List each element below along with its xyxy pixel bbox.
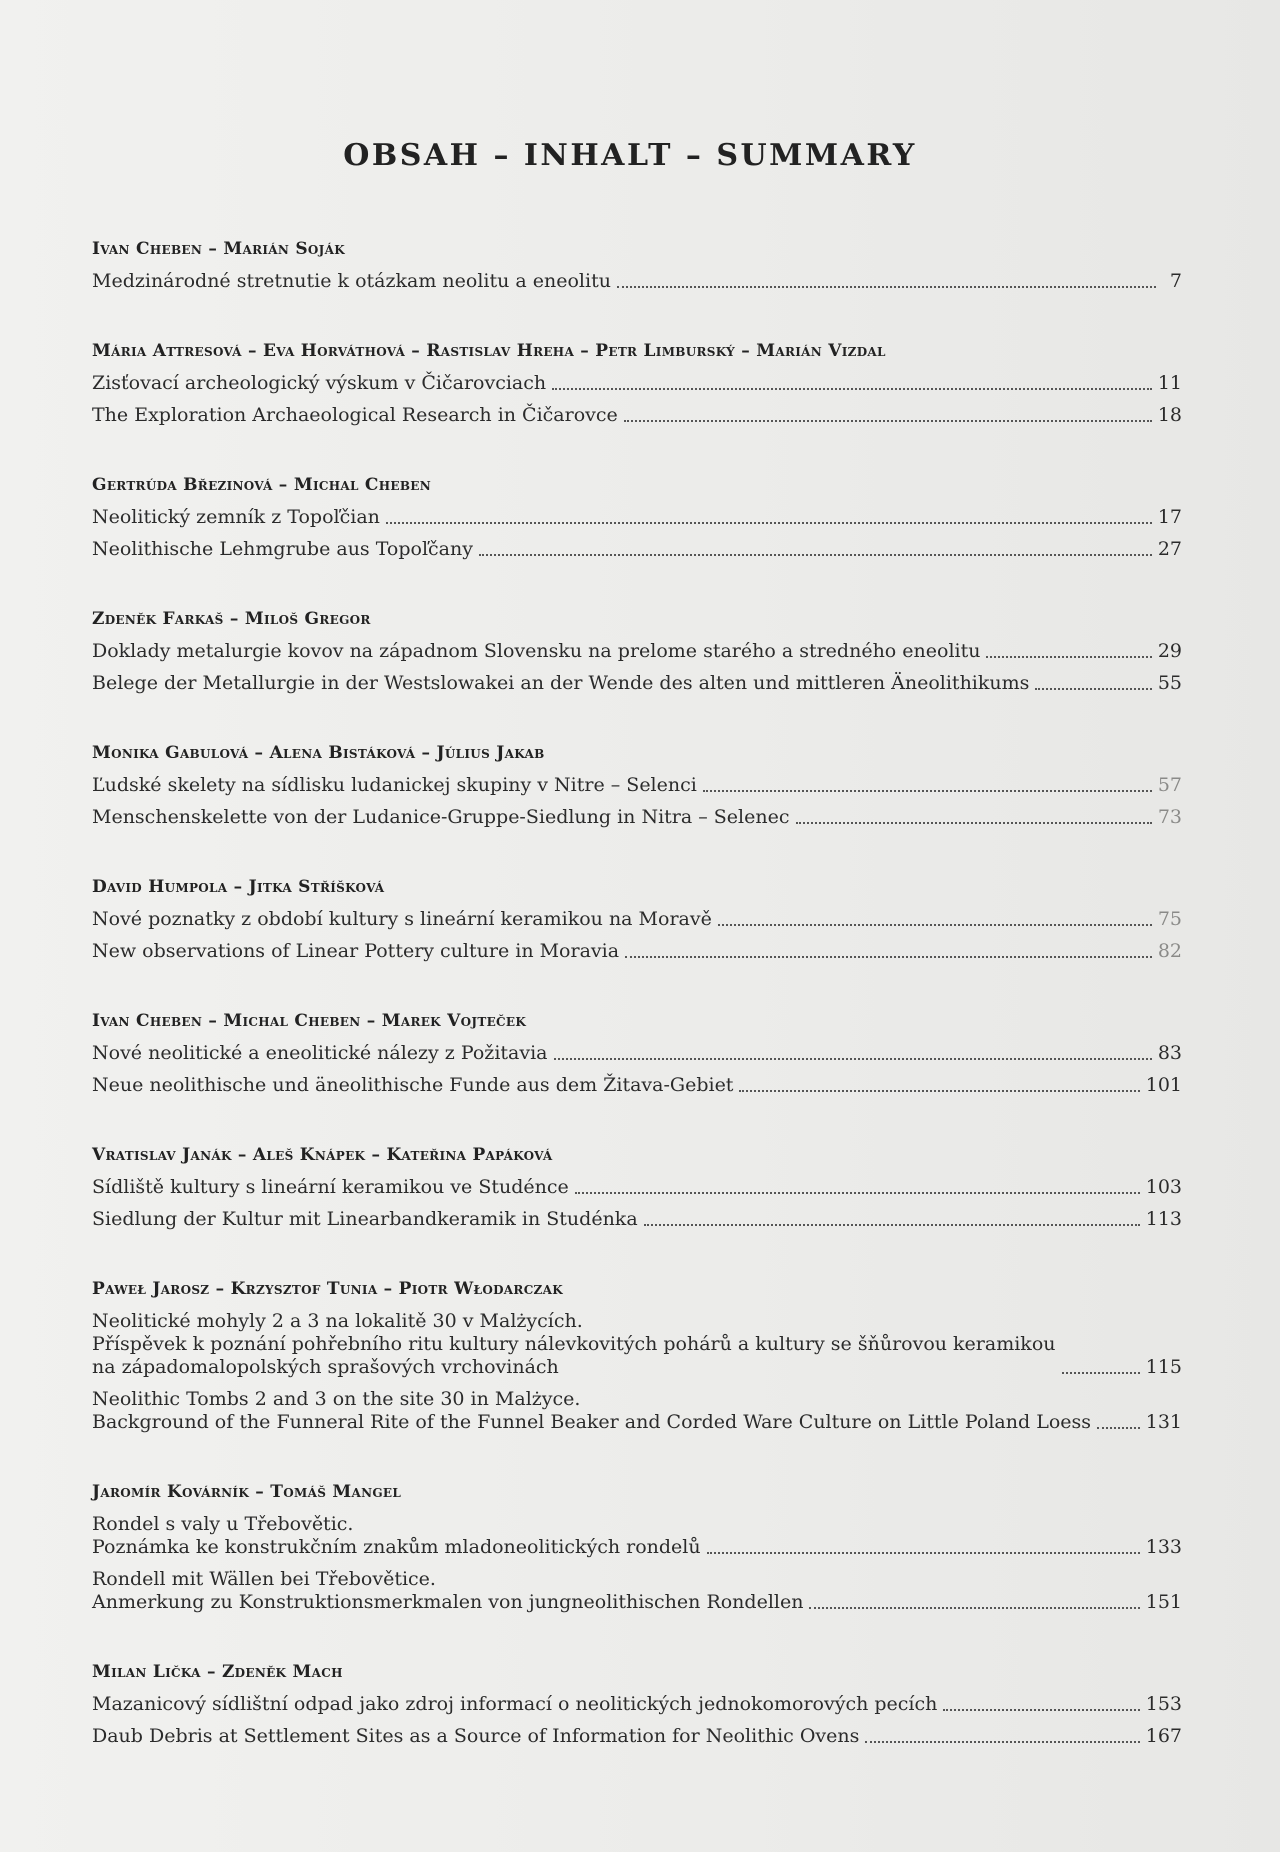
page-title: OBSAH – INHALT – SUMMARY [343, 138, 917, 173]
dot-leader [1062, 1372, 1140, 1374]
section-authors: Monika Gabulová – Alena Bistáková – Július Jakab [92, 743, 545, 763]
page-number: 101 [1145, 1074, 1182, 1096]
dot-leader [703, 790, 1152, 792]
toc-section [92, 607, 1182, 695]
entry-title-line: Mazanicový sídlištní odpad jako zdroj informací o neolitických jednokomorových pecích [92, 1693, 938, 1715]
entry-title [92, 672, 1029, 695]
entry-title [92, 1208, 638, 1231]
toc-entry [92, 940, 1182, 963]
toc-section [92, 237, 1182, 293]
entry-title [92, 1693, 937, 1716]
entry-title-line: Medzinárodné stretnutie k otázkam neolitu a eneolitu [92, 270, 611, 292]
toc-section [92, 875, 1182, 963]
toc-entry [92, 1176, 1182, 1199]
section-authors: Mária Attresová – Eva Horváthová – Rastislav Hreha – Petr Limburský – Marián Vizdal [92, 341, 886, 361]
toc-entry [92, 1310, 1182, 1379]
dot-leader [617, 286, 1156, 288]
toc-entry [92, 372, 1182, 395]
page-number: 17 [1157, 506, 1182, 528]
section-authors: Vratislav Janák – Aleš Knápek – Kateřina Papáková [92, 1145, 553, 1165]
entry-title [92, 506, 380, 529]
dot-leader [986, 656, 1151, 658]
page-number: 11 [1157, 372, 1182, 394]
entry-title-line: na západomalopolských sprašových vrchovinách [92, 1356, 559, 1378]
toc-entry [92, 1208, 1182, 1231]
entry-title-line: New observations of Linear Pottery culture in Moravia [92, 940, 620, 962]
entry-title-line: Doklady metalurgie kovov na západnom Slovensku na prelome starého a stredného eneolitu [92, 640, 981, 662]
page-number: 133 [1145, 1536, 1182, 1558]
dot-leader [796, 822, 1152, 824]
page-number: 83 [1157, 1042, 1182, 1064]
entry-title [92, 372, 546, 395]
toc-section [92, 1143, 1182, 1231]
toc-entry [92, 506, 1182, 529]
section-authors: Jaromír Kovárník – Tomáš Mangel [92, 1482, 402, 1502]
entry-title-line: Neolitický zemník z Topoľčian [92, 506, 380, 528]
toc-entry [92, 538, 1182, 561]
page-number: 167 [1145, 1725, 1182, 1747]
entry-title [92, 908, 712, 931]
entry-title [92, 270, 611, 293]
toc-entry [92, 1725, 1182, 1748]
dot-leader [865, 1741, 1139, 1743]
entry-title-line: Siedlung der Kultur mit Linearbandkeramik in Studénka [92, 1208, 638, 1230]
toc-section [92, 339, 1182, 427]
entry-title [92, 404, 618, 427]
entry-title [92, 806, 790, 829]
toc-entry [92, 1074, 1182, 1097]
entry-title [92, 538, 473, 561]
entry-title [92, 1176, 569, 1199]
entry-title-line: Background of the Funneral Rite of the Funnel Beaker and Corded Ware Culture on Little Poland Loess [92, 1411, 1092, 1433]
entry-title-line: Neue neolithische und äneolithische Funde aus dem Žitava-Gebiet [92, 1074, 734, 1096]
entry-title-line: Belege der Metallurgie in der Westslowakei an der Wende des alten und mittleren Äneolithikums [92, 672, 1030, 694]
dot-leader [809, 1607, 1139, 1609]
entry-title [92, 1042, 548, 1065]
toc-section [92, 1009, 1182, 1097]
section-authors: Ivan Cheben – Marián Soják [92, 239, 345, 259]
dot-leader [707, 1552, 1140, 1554]
section-authors: Paweł Jarosz – Krzysztof Tunia – Piotr Włodarczak [92, 1279, 563, 1299]
page-number: 7 [1169, 270, 1182, 292]
toc-entry [92, 1042, 1182, 1065]
toc-entry [92, 270, 1182, 293]
toc-section [92, 473, 1182, 561]
page-number: 55 [1157, 672, 1182, 694]
entry-title [92, 940, 619, 963]
entry-title-line: Nové neolitické a eneolitické nálezy z Požitavia [92, 1042, 548, 1064]
entry-title-line: Daub Debris at Settlement Sites as a Source of Information for Neolithic Ovens [92, 1725, 860, 1747]
section-authors: Ivan Cheben – Michal Cheben – Marek Vojteček [92, 1011, 527, 1031]
section-authors: Zdeněk Farkaš – Miloš Gregor [92, 609, 371, 629]
entry-title-line: Příspěvek k poznání pohřebního ritu kultury nálevkovitých pohárů a kultury se šňůrovou keramikou [92, 1333, 1056, 1355]
page-number: 103 [1145, 1176, 1182, 1198]
entry-title-line: Neolithic Tombs 2 and 3 on the site 30 in Malżyce. [92, 1388, 581, 1410]
page-number: 131 [1145, 1411, 1182, 1433]
entry-title [92, 1388, 1091, 1434]
page-number: 75 [1157, 908, 1182, 930]
entry-title-line: Rondell mit Wällen bei Třebovětice. [92, 1568, 436, 1590]
entry-title-line: Neolithische Lehmgrube aus Topoľčany [92, 538, 473, 560]
entry-title-line: Rondel s valy u Třebovětic. [92, 1513, 354, 1535]
dot-leader [624, 420, 1152, 422]
toc-entry [92, 1513, 1182, 1559]
entry-title [92, 1310, 1056, 1379]
entry-title [92, 1725, 859, 1748]
page-number: 18 [1157, 404, 1182, 426]
dot-leader [718, 924, 1152, 926]
toc-entry [92, 1388, 1182, 1434]
toc-section [92, 741, 1182, 829]
entry-title-line: Neolitické mohyly 2 a 3 na lokalitě 30 v Malżycích. [92, 1310, 583, 1332]
section-authors: Gertrúda Březinová – Michal Cheben [92, 475, 431, 495]
page-number: 27 [1157, 538, 1182, 560]
page-number: 29 [1157, 640, 1182, 662]
page-number: 82 [1157, 940, 1182, 962]
dot-leader [1035, 688, 1151, 690]
toc-section [92, 1660, 1182, 1748]
entry-title-line: Menschenskelette von der Ludanice-Gruppe-Siedlung in Nitra – Selenec [92, 806, 790, 828]
toc-entry [92, 806, 1182, 829]
toc-entry [92, 672, 1182, 695]
section-authors: David Humpola – Jitka Stříšková [92, 877, 385, 897]
dot-leader [479, 554, 1152, 556]
entry-title-line: Poznámka ke konstrukčním znakům mladoneolitických rondelů [92, 1536, 701, 1558]
entry-title-line: Zisťovací archeologický výskum v Čičarovciach [92, 372, 547, 394]
toc-section [92, 1480, 1182, 1614]
toc-entry [92, 1693, 1182, 1716]
entry-title-line: The Exploration Archaeological Research in Čičarovce [92, 404, 618, 426]
toc-entry [92, 1568, 1182, 1614]
page-number: 73 [1157, 806, 1182, 828]
toc-entry [92, 640, 1182, 663]
entry-title [92, 1568, 803, 1614]
dot-leader [386, 522, 1152, 524]
entry-title-line: Nové poznatky z období kultury s lineární keramikou na Moravě [92, 908, 712, 930]
toc-entry [92, 774, 1182, 797]
page-number: 113 [1145, 1208, 1182, 1230]
section-authors: Milan Lička – Zdeněk Mach [92, 1662, 343, 1682]
dot-leader [943, 1709, 1139, 1711]
entry-title-line: Sídliště kultury s lineární keramikou ve Studénce [92, 1176, 569, 1198]
entry-title-line: Anmerkung zu Konstruktionsmerkmalen von jungneolithischen Rondellen [92, 1591, 804, 1613]
entry-title [92, 1074, 733, 1097]
page-number: 115 [1145, 1356, 1182, 1378]
entry-title [92, 774, 697, 797]
toc-entry [92, 908, 1182, 931]
dot-leader [575, 1192, 1140, 1194]
dot-leader [1097, 1427, 1140, 1429]
dot-leader [644, 1224, 1140, 1226]
dot-leader [554, 1058, 1152, 1060]
toc-entry [92, 404, 1182, 427]
dot-leader [552, 388, 1152, 390]
page-number: 153 [1145, 1693, 1182, 1715]
dot-leader [739, 1090, 1139, 1092]
dot-leader [625, 956, 1152, 958]
entry-title-line: Ľudské skelety na sídlisku ludanickej skupiny v Nitre – Selenci [92, 774, 697, 796]
toc-section [92, 1277, 1182, 1434]
table-of-contents [92, 237, 1182, 1794]
entry-title [92, 1513, 701, 1559]
page-number: 151 [1145, 1591, 1182, 1613]
page-number: 57 [1157, 774, 1182, 796]
entry-title [92, 640, 980, 663]
